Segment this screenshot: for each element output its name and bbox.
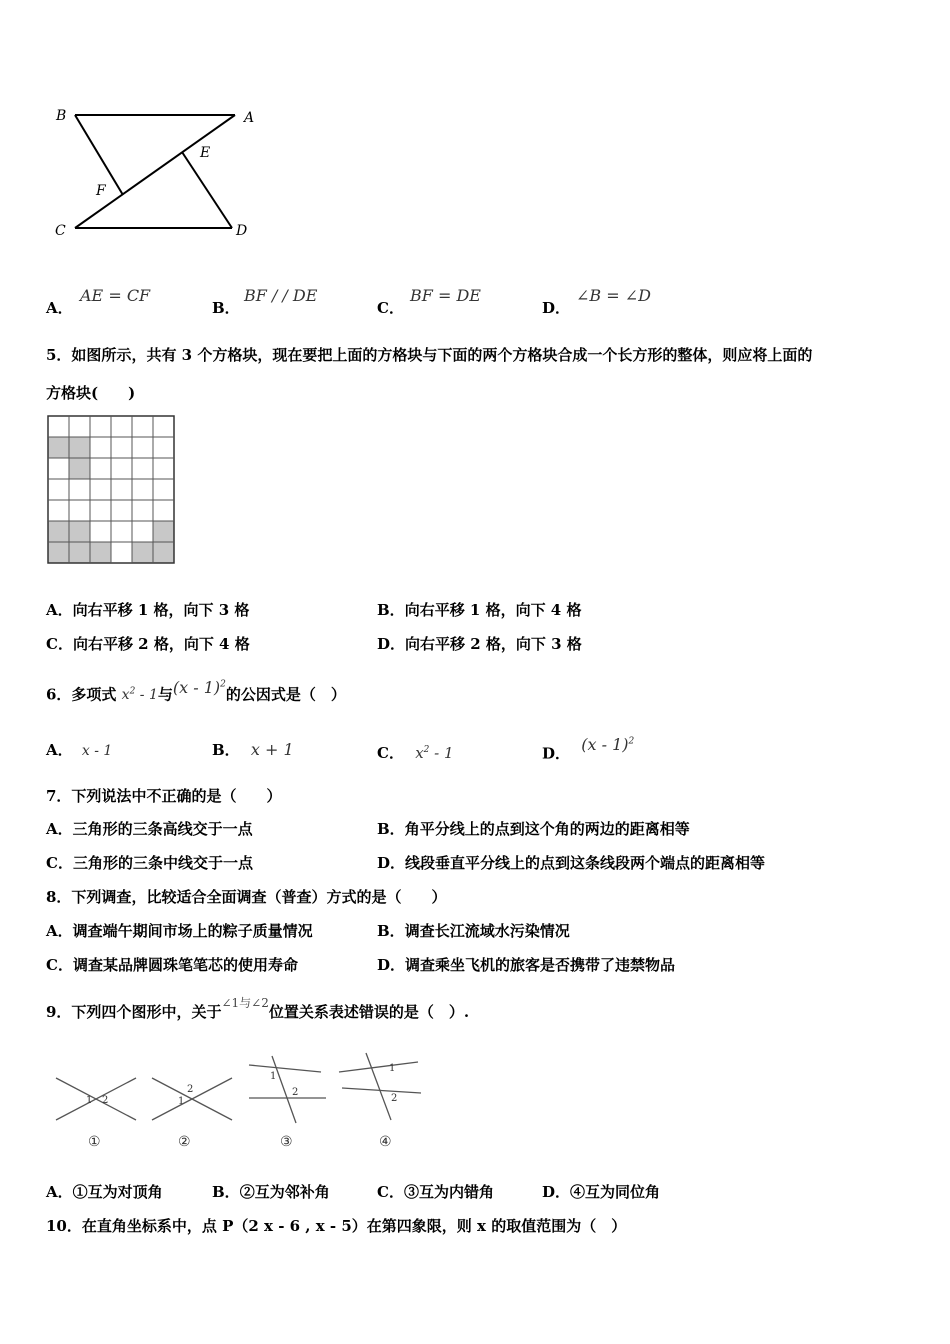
q6-option-b[interactable]: B． x + 1	[212, 740, 294, 759]
q9-stem: 9．下列四个图形中，关于$^{\angle 1与\angle 2}$位置关系表述错误的是（ ）.	[46, 996, 470, 1021]
fig1-angle-1-label: 1	[86, 1095, 93, 1106]
q10-stem: 10．在直角坐标系中，点 P（2 x - 6 , x - 5）在第四象限，则 x 的取值范围为（ ）	[46, 1217, 627, 1235]
bottom-left-block-cell	[90, 542, 111, 563]
q4-option-a-expr: AE = CF	[80, 286, 151, 305]
label-F: F	[96, 183, 106, 199]
label-C: C	[55, 223, 66, 239]
bottom-right-block-cell	[153, 521, 174, 542]
fig4-angle-1-label: 1	[389, 1063, 396, 1074]
segment-AC	[75, 115, 235, 228]
q4-option-c-expr: BF = DE	[410, 286, 481, 305]
q9-option-a[interactable]: A．①互为对顶角	[46, 1183, 163, 1201]
label-A: A	[244, 110, 255, 126]
q8-option-b[interactable]: B．调查长江流域水污染情况	[377, 922, 570, 940]
bottom-left-block-cell	[48, 542, 69, 563]
figure-1-vertical-angles	[56, 1078, 136, 1120]
q5-option-b[interactable]: B．向右平移 1 格，向下 4 格	[377, 601, 582, 619]
q7-option-c[interactable]: C．三角形的三条中线交于一点	[46, 854, 253, 872]
q6-option-a[interactable]: A． x - 1	[46, 741, 113, 759]
q4-geometry-figure	[40, 95, 280, 245]
figure-3-label: ③	[280, 1134, 293, 1150]
segment-ED	[182, 152, 232, 228]
q5-option-a[interactable]: A．向右平移 1 格，向下 3 格	[46, 601, 250, 619]
fig2-angle-2-label: 2	[187, 1084, 194, 1095]
q7-stem: 7．下列说法中不正确的是（ ）	[46, 787, 282, 805]
q8-option-a[interactable]: A．调查端午期间市场上的粽子质量情况	[46, 922, 313, 940]
figure-2-label: ②	[178, 1134, 191, 1150]
q9-option-d[interactable]: D．④互为同位角	[542, 1183, 661, 1201]
q5-stem-line1: 5．如图所示，共有 3 个方格块，现在要把上面的方格块与下面的两个方格块合成一个长方形的整体，则应将上面的	[46, 346, 813, 364]
q8-option-d[interactable]: D．调查乘坐飞机的旅客是否携带了违禁物品	[377, 956, 676, 974]
q9-option-b[interactable]: B．②互为邻补角	[212, 1183, 330, 1201]
q7-option-b[interactable]: B．角平分线上的点到这个角的两边的距离相等	[377, 820, 690, 838]
q9-figures	[46, 1048, 446, 1153]
top-block-cell	[48, 437, 69, 458]
bottom-left-block-cell	[69, 542, 90, 563]
q4-option-c[interactable]: C．	[377, 299, 404, 317]
bottom-left-block-cell	[48, 521, 69, 542]
q7-option-d[interactable]: D．线段垂直平分线上的点到这条线段两个端点的距离相等	[377, 854, 766, 872]
q6-expr1: $x^2 - 1$	[121, 686, 158, 704]
bottom-left-block-cell	[69, 521, 90, 542]
q5-stem-line2: 方格块( )	[46, 384, 136, 402]
q8-option-c[interactable]: C．调查某品牌圆珠笔笔芯的使用寿命	[46, 956, 298, 974]
q5-grid-figure	[46, 414, 178, 564]
figure-3-transversal	[249, 1056, 326, 1123]
q9-option-c[interactable]: C．③互为内错角	[377, 1183, 494, 1201]
q4-option-b[interactable]: B．	[212, 299, 240, 317]
figure-4-transversal	[339, 1053, 421, 1120]
q5-option-d[interactable]: D．向右平移 2 格，向下 3 格	[377, 635, 582, 653]
label-B: B	[56, 108, 67, 124]
bottom-right-block-cell	[153, 542, 174, 563]
bottom-right-block-cell	[132, 542, 153, 563]
q6-option-d[interactable]: D． (x - 1)$^2$	[542, 735, 635, 763]
q6-stem: 6．多项式 $x^2 - 1$与(x - 1)$^2$的公因式是（ ）	[46, 678, 346, 704]
q7-option-a[interactable]: A．三角形的三条高线交于一点	[46, 820, 253, 838]
q5-option-c[interactable]: C．向右平移 2 格，向下 4 格	[46, 635, 250, 653]
fig3-angle-1-label: 1	[270, 1071, 277, 1082]
figure-1-label: ①	[88, 1134, 101, 1150]
q4-option-d-expr: ∠B = ∠D	[576, 286, 651, 305]
fig1-angle-2-label: 2	[102, 1095, 109, 1106]
top-block-cell	[69, 437, 90, 458]
q4-option-d[interactable]: D．	[542, 299, 571, 317]
label-D: D	[236, 223, 248, 239]
q8-stem: 8．下列调查，比较适合全面调查（普查）方式的是（ ）	[46, 888, 447, 906]
top-block-cell	[69, 458, 90, 479]
fig4-angle-2-label: 2	[391, 1093, 398, 1104]
fig2-angle-1-label: 1	[178, 1096, 185, 1107]
label-E: E	[200, 145, 211, 161]
fig3-angle-2-label: 2	[292, 1087, 299, 1098]
q4-option-a[interactable]: A．	[46, 299, 73, 317]
q6-expr2: (x - 1)$^2$	[172, 678, 226, 698]
figure-4-label: ④	[379, 1134, 392, 1150]
q6-option-c[interactable]: C． $x^2 - 1$	[377, 744, 454, 762]
q9-angle-expr: ∠1与∠2	[221, 996, 269, 1010]
q4-option-b-expr: BF / / DE	[244, 286, 318, 305]
